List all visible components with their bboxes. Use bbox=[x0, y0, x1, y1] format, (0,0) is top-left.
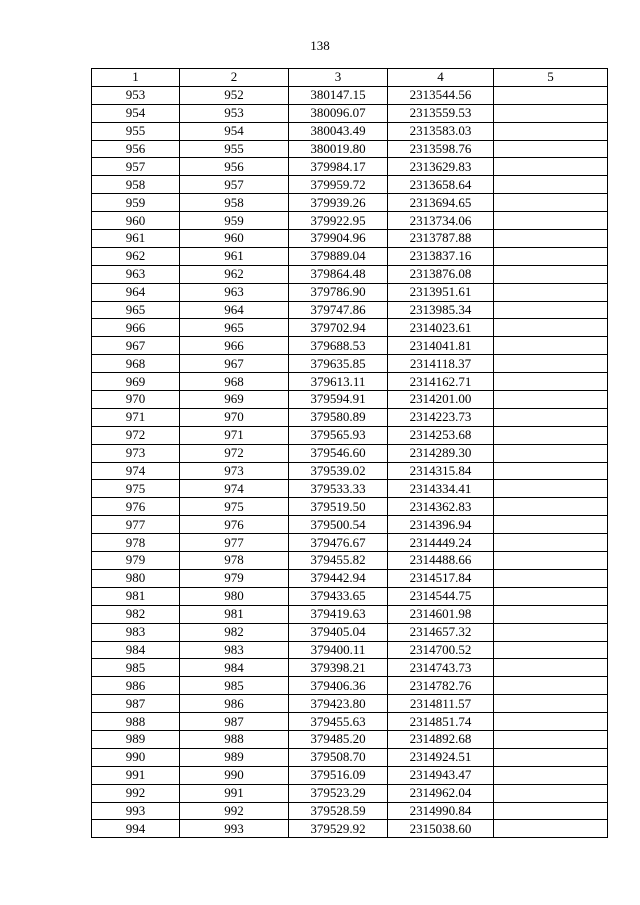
table-cell: 974 bbox=[92, 462, 180, 480]
coordinates-table bbox=[91, 68, 608, 838]
table-cell: 379485.20 bbox=[289, 730, 388, 748]
table-cell: 2313787.88 bbox=[388, 230, 494, 248]
table-row bbox=[92, 283, 608, 301]
table-cell: 986 bbox=[180, 695, 289, 713]
table-cell: 954 bbox=[92, 104, 180, 122]
table-row bbox=[92, 659, 608, 677]
table-row bbox=[92, 337, 608, 355]
table-cell: 977 bbox=[92, 516, 180, 534]
table-cell bbox=[494, 319, 608, 337]
table-cell bbox=[494, 480, 608, 498]
table-row bbox=[92, 605, 608, 623]
table-cell: 379539.02 bbox=[289, 462, 388, 480]
table-row bbox=[92, 569, 608, 587]
table-cell: 954 bbox=[180, 122, 289, 140]
table-cell: 379580.89 bbox=[289, 408, 388, 426]
table-cell: 2314449.24 bbox=[388, 534, 494, 552]
table-cell: 962 bbox=[92, 247, 180, 265]
table-cell: 2314201.00 bbox=[388, 391, 494, 409]
table-cell: 979 bbox=[92, 552, 180, 570]
table-cell: 971 bbox=[92, 408, 180, 426]
table-cell: 2314601.98 bbox=[388, 605, 494, 623]
table-cell: 990 bbox=[92, 748, 180, 766]
table-cell: 2314396.94 bbox=[388, 516, 494, 534]
table-row bbox=[92, 230, 608, 248]
table-cell: 969 bbox=[180, 391, 289, 409]
table-cell bbox=[494, 265, 608, 283]
table-cell: 978 bbox=[180, 552, 289, 570]
table-cell: 379546.60 bbox=[289, 444, 388, 462]
table-cell: 964 bbox=[180, 301, 289, 319]
table-cell: 2314924.51 bbox=[388, 748, 494, 766]
table-row bbox=[92, 265, 608, 283]
table-cell: 379455.82 bbox=[289, 552, 388, 570]
table-cell: 2313629.83 bbox=[388, 158, 494, 176]
table-row bbox=[92, 516, 608, 534]
table-cell: 982 bbox=[180, 623, 289, 641]
table-cell: 985 bbox=[92, 659, 180, 677]
table-cell: 380043.49 bbox=[289, 122, 388, 140]
table-row bbox=[92, 802, 608, 820]
table-cell: 379565.93 bbox=[289, 426, 388, 444]
table-row bbox=[92, 408, 608, 426]
table-cell: 379747.86 bbox=[289, 301, 388, 319]
table-cell bbox=[494, 677, 608, 695]
table-cell bbox=[494, 408, 608, 426]
table-cell: 972 bbox=[92, 426, 180, 444]
table-row bbox=[92, 391, 608, 409]
table-cell: 975 bbox=[180, 498, 289, 516]
table-cell: 955 bbox=[180, 140, 289, 158]
table-cell: 379922.95 bbox=[289, 212, 388, 230]
table-cell: 957 bbox=[180, 176, 289, 194]
table-cell: 379528.59 bbox=[289, 802, 388, 820]
table-header bbox=[92, 69, 608, 87]
table-cell bbox=[494, 283, 608, 301]
table-cell: 379959.72 bbox=[289, 176, 388, 194]
table-cell bbox=[494, 784, 608, 802]
table-cell: 379529.92 bbox=[289, 820, 388, 838]
table-cell: 2314289.30 bbox=[388, 444, 494, 462]
table-cell bbox=[494, 569, 608, 587]
table-cell: 974 bbox=[180, 480, 289, 498]
table-cell: 379889.04 bbox=[289, 247, 388, 265]
table-cell: 972 bbox=[180, 444, 289, 462]
table-cell: 379516.09 bbox=[289, 766, 388, 784]
table-cell: 379904.96 bbox=[289, 230, 388, 248]
table-cell bbox=[494, 373, 608, 391]
table-row bbox=[92, 122, 608, 140]
table-cell: 2314362.83 bbox=[388, 498, 494, 516]
table-cell: 975 bbox=[92, 480, 180, 498]
table-cell: 961 bbox=[92, 230, 180, 248]
table-cell: 958 bbox=[180, 194, 289, 212]
table-cell bbox=[494, 659, 608, 677]
table-cell: 992 bbox=[92, 784, 180, 802]
column-header: 4 bbox=[388, 69, 494, 87]
table-row bbox=[92, 730, 608, 748]
table-cell bbox=[494, 247, 608, 265]
table-cell: 959 bbox=[92, 194, 180, 212]
table-cell bbox=[494, 713, 608, 731]
table-cell: 991 bbox=[92, 766, 180, 784]
table-cell bbox=[494, 766, 608, 784]
table-cell: 379939.26 bbox=[289, 194, 388, 212]
table-row bbox=[92, 444, 608, 462]
table-cell: 379702.94 bbox=[289, 319, 388, 337]
table-row bbox=[92, 641, 608, 659]
table-cell: 379635.85 bbox=[289, 355, 388, 373]
table-cell: 959 bbox=[180, 212, 289, 230]
table-cell: 2314253.68 bbox=[388, 426, 494, 444]
table-cell: 2314488.66 bbox=[388, 552, 494, 570]
table-cell bbox=[494, 140, 608, 158]
table-cell: 2314962.04 bbox=[388, 784, 494, 802]
table-cell: 965 bbox=[180, 319, 289, 337]
table-row bbox=[92, 713, 608, 731]
table-cell: 379594.91 bbox=[289, 391, 388, 409]
table-cell bbox=[494, 695, 608, 713]
table-cell: 970 bbox=[92, 391, 180, 409]
table-cell: 2314782.76 bbox=[388, 677, 494, 695]
table-cell: 2314990.84 bbox=[388, 802, 494, 820]
table-cell: 2313985.34 bbox=[388, 301, 494, 319]
table-cell: 379405.04 bbox=[289, 623, 388, 641]
column-header: 5 bbox=[494, 69, 608, 87]
table-cell: 380096.07 bbox=[289, 104, 388, 122]
table-cell: 960 bbox=[180, 230, 289, 248]
table-cell bbox=[494, 122, 608, 140]
table-cell: 967 bbox=[92, 337, 180, 355]
table-cell: 953 bbox=[180, 104, 289, 122]
table-cell: 2314517.84 bbox=[388, 569, 494, 587]
table-cell: 973 bbox=[180, 462, 289, 480]
table-row bbox=[92, 695, 608, 713]
table-cell: 992 bbox=[180, 802, 289, 820]
table-row bbox=[92, 355, 608, 373]
table-cell: 981 bbox=[92, 587, 180, 605]
table-cell: 967 bbox=[180, 355, 289, 373]
table-cell bbox=[494, 820, 608, 838]
table-row bbox=[92, 373, 608, 391]
table-cell bbox=[494, 158, 608, 176]
table-row bbox=[92, 426, 608, 444]
table-cell: 984 bbox=[92, 641, 180, 659]
table-cell: 2314943.47 bbox=[388, 766, 494, 784]
table-cell bbox=[494, 212, 608, 230]
table-cell: 2314041.81 bbox=[388, 337, 494, 355]
table-cell: 2313734.06 bbox=[388, 212, 494, 230]
table-cell: 379519.50 bbox=[289, 498, 388, 516]
table-row bbox=[92, 247, 608, 265]
table-row bbox=[92, 140, 608, 158]
table-cell bbox=[494, 623, 608, 641]
table-cell bbox=[494, 104, 608, 122]
table-cell: 379419.63 bbox=[289, 605, 388, 623]
table-body bbox=[92, 86, 608, 837]
table-cell: 990 bbox=[180, 766, 289, 784]
table-cell bbox=[494, 587, 608, 605]
table-row bbox=[92, 86, 608, 104]
table-cell bbox=[494, 552, 608, 570]
table-cell: 980 bbox=[92, 569, 180, 587]
table-cell: 986 bbox=[92, 677, 180, 695]
column-header: 3 bbox=[289, 69, 388, 87]
table-row bbox=[92, 158, 608, 176]
table-cell: 379786.90 bbox=[289, 283, 388, 301]
table-cell: 994 bbox=[92, 820, 180, 838]
table-cell bbox=[494, 301, 608, 319]
table-row bbox=[92, 623, 608, 641]
table-cell: 969 bbox=[92, 373, 180, 391]
table-row bbox=[92, 194, 608, 212]
table-cell: 379398.21 bbox=[289, 659, 388, 677]
table-cell bbox=[494, 748, 608, 766]
table-cell: 956 bbox=[180, 158, 289, 176]
table-cell: 978 bbox=[92, 534, 180, 552]
table-cell: 2314544.75 bbox=[388, 587, 494, 605]
table-cell: 2314743.73 bbox=[388, 659, 494, 677]
table-cell: 966 bbox=[180, 337, 289, 355]
table-cell: 2313658.64 bbox=[388, 176, 494, 194]
table-cell bbox=[494, 730, 608, 748]
column-header: 2 bbox=[180, 69, 289, 87]
table-row bbox=[92, 176, 608, 194]
table-cell: 380019.80 bbox=[289, 140, 388, 158]
table-cell: 379442.94 bbox=[289, 569, 388, 587]
table-cell: 976 bbox=[92, 498, 180, 516]
table-cell: 2313876.08 bbox=[388, 265, 494, 283]
table-cell: 965 bbox=[92, 301, 180, 319]
table-cell: 958 bbox=[92, 176, 180, 194]
table-cell bbox=[494, 426, 608, 444]
table-cell: 379400.11 bbox=[289, 641, 388, 659]
table-cell bbox=[494, 641, 608, 659]
table-cell bbox=[494, 498, 608, 516]
table-cell: 379864.48 bbox=[289, 265, 388, 283]
table-cell: 991 bbox=[180, 784, 289, 802]
table-cell: 2314162.71 bbox=[388, 373, 494, 391]
table-cell: 2313583.03 bbox=[388, 122, 494, 140]
table-cell bbox=[494, 355, 608, 373]
table-row bbox=[92, 766, 608, 784]
table-cell: 2314223.73 bbox=[388, 408, 494, 426]
table-cell: 2313559.53 bbox=[388, 104, 494, 122]
table-row bbox=[92, 784, 608, 802]
table-cell bbox=[494, 337, 608, 355]
table-cell: 989 bbox=[180, 748, 289, 766]
table-cell: 973 bbox=[92, 444, 180, 462]
table-cell: 2314657.32 bbox=[388, 623, 494, 641]
table-cell: 2313837.16 bbox=[388, 247, 494, 265]
table-cell: 953 bbox=[92, 86, 180, 104]
table-cell: 956 bbox=[92, 140, 180, 158]
table-cell: 963 bbox=[180, 283, 289, 301]
table-cell: 987 bbox=[180, 713, 289, 731]
table-cell: 380147.15 bbox=[289, 86, 388, 104]
table-cell: 2313598.76 bbox=[388, 140, 494, 158]
column-header: 1 bbox=[92, 69, 180, 87]
table-cell: 963 bbox=[92, 265, 180, 283]
table-cell: 2314315.84 bbox=[388, 462, 494, 480]
table-cell: 960 bbox=[92, 212, 180, 230]
table-cell bbox=[494, 534, 608, 552]
table-cell: 379508.70 bbox=[289, 748, 388, 766]
table-cell: 964 bbox=[92, 283, 180, 301]
table-cell: 976 bbox=[180, 516, 289, 534]
table-cell: 983 bbox=[180, 641, 289, 659]
table-row bbox=[92, 480, 608, 498]
table-cell: 2313951.61 bbox=[388, 283, 494, 301]
header-row bbox=[92, 69, 608, 87]
table-cell: 962 bbox=[180, 265, 289, 283]
table-cell: 987 bbox=[92, 695, 180, 713]
table-cell bbox=[494, 444, 608, 462]
table-cell: 379533.33 bbox=[289, 480, 388, 498]
table-cell: 979 bbox=[180, 569, 289, 587]
table-row bbox=[92, 462, 608, 480]
table-row bbox=[92, 104, 608, 122]
table-cell: 993 bbox=[180, 820, 289, 838]
table-cell bbox=[494, 230, 608, 248]
table-cell: 2314892.68 bbox=[388, 730, 494, 748]
table-cell: 2314334.41 bbox=[388, 480, 494, 498]
table-cell: 970 bbox=[180, 408, 289, 426]
table-cell bbox=[494, 391, 608, 409]
table-cell bbox=[494, 802, 608, 820]
table-cell: 379433.65 bbox=[289, 587, 388, 605]
table-cell: 952 bbox=[180, 86, 289, 104]
table-cell bbox=[494, 516, 608, 534]
table-cell: 993 bbox=[92, 802, 180, 820]
table-cell: 379423.80 bbox=[289, 695, 388, 713]
table-cell: 977 bbox=[180, 534, 289, 552]
table-cell: 980 bbox=[180, 587, 289, 605]
table-cell: 379613.11 bbox=[289, 373, 388, 391]
table-row bbox=[92, 677, 608, 695]
table-cell: 379984.17 bbox=[289, 158, 388, 176]
table-cell: 2315038.60 bbox=[388, 820, 494, 838]
table-cell: 2314811.57 bbox=[388, 695, 494, 713]
table-cell: 983 bbox=[92, 623, 180, 641]
table-cell: 379476.67 bbox=[289, 534, 388, 552]
table-cell: 989 bbox=[92, 730, 180, 748]
table-row bbox=[92, 820, 608, 838]
table-cell: 988 bbox=[180, 730, 289, 748]
table-cell: 2313544.56 bbox=[388, 86, 494, 104]
table-cell: 982 bbox=[92, 605, 180, 623]
page-number: 138 bbox=[310, 38, 330, 53]
table-cell bbox=[494, 176, 608, 194]
table-cell: 971 bbox=[180, 426, 289, 444]
table-cell: 981 bbox=[180, 605, 289, 623]
table-cell: 379406.36 bbox=[289, 677, 388, 695]
table-cell bbox=[494, 462, 608, 480]
table-row bbox=[92, 498, 608, 516]
table-cell: 968 bbox=[92, 355, 180, 373]
table-row bbox=[92, 587, 608, 605]
table-cell: 984 bbox=[180, 659, 289, 677]
table-cell: 957 bbox=[92, 158, 180, 176]
table-cell bbox=[494, 194, 608, 212]
table-cell: 379455.63 bbox=[289, 713, 388, 731]
table-row bbox=[92, 319, 608, 337]
table-cell: 988 bbox=[92, 713, 180, 731]
table-cell: 2314851.74 bbox=[388, 713, 494, 731]
table-cell: 2314023.61 bbox=[388, 319, 494, 337]
table-row bbox=[92, 748, 608, 766]
table-cell: 379523.29 bbox=[289, 784, 388, 802]
table-cell: 2314700.52 bbox=[388, 641, 494, 659]
table-cell: 966 bbox=[92, 319, 180, 337]
table-cell bbox=[494, 86, 608, 104]
table-cell: 2313694.65 bbox=[388, 194, 494, 212]
table-cell: 379500.54 bbox=[289, 516, 388, 534]
table-cell bbox=[494, 605, 608, 623]
table-row bbox=[92, 552, 608, 570]
table-cell: 961 bbox=[180, 247, 289, 265]
table-row bbox=[92, 212, 608, 230]
table-row bbox=[92, 534, 608, 552]
table-cell: 955 bbox=[92, 122, 180, 140]
table-cell: 985 bbox=[180, 677, 289, 695]
table-cell: 968 bbox=[180, 373, 289, 391]
table-cell: 379688.53 bbox=[289, 337, 388, 355]
table-cell: 2314118.37 bbox=[388, 355, 494, 373]
table-row bbox=[92, 301, 608, 319]
